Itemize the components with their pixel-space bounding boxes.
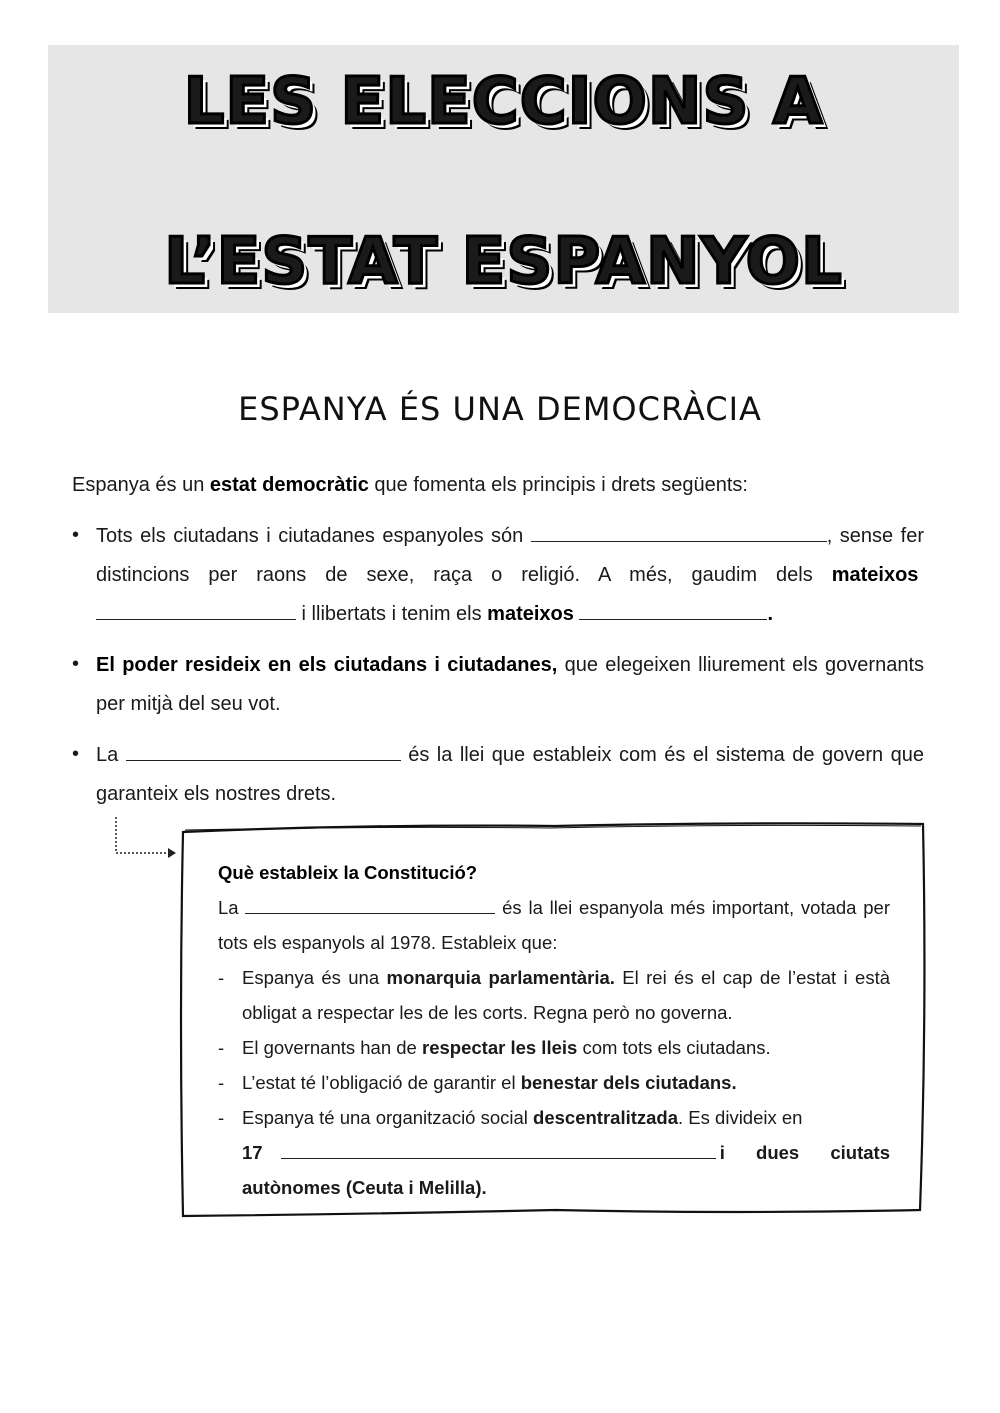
box-intro xyxy=(218,890,890,960)
dotted-arrow-icon xyxy=(110,815,180,865)
bullet-3-paragraph xyxy=(96,736,924,814)
dash-mark: - xyxy=(218,1072,225,1093)
item-2-bold: respectar les lleis xyxy=(422,1037,578,1058)
box-item-4 xyxy=(218,1100,890,1205)
box-intro-text: La xyxy=(218,897,246,918)
item-2-text: El governants han de xyxy=(242,1037,422,1058)
item-3-text: L’estat té l’obligació de garantir el xyxy=(242,1072,521,1093)
bullet-2-text: que elegeixen lliurement els governants per mitjà del seu vot. xyxy=(96,654,925,715)
bullet-mark: • xyxy=(72,653,80,675)
blank-constitution-field[interactable] xyxy=(126,742,401,761)
item-3-bold: benestar dels ciutadans. xyxy=(520,1072,737,1093)
bullet-1-bold-2: mateixos xyxy=(487,603,574,625)
box-item-2 xyxy=(218,1030,890,1065)
constitution-box xyxy=(218,855,890,1205)
blank-communities-field[interactable] xyxy=(281,1140,716,1159)
title-line-1: LES ELECCIONS A xyxy=(183,65,824,139)
bullet-mark: • xyxy=(72,524,80,546)
item-4-bold-4: autònomes (Ceuta i Melilla). xyxy=(242,1177,487,1198)
item-4-bold-3: i dues ciutats xyxy=(719,1142,890,1163)
box-item-3 xyxy=(218,1065,890,1100)
intro-text: Espanya és un xyxy=(72,474,210,496)
item-1-text-2: El rei és el cap de l’estat i està obligat a respectar les de les corts. Regna però no governa. xyxy=(242,967,890,1023)
bullet-3-text-2: és la llei que estableix com és el sistema de govern que garanteix els nostres drets. xyxy=(96,744,924,805)
bullet-1-paragraph xyxy=(96,517,924,634)
title-banner xyxy=(48,45,959,313)
bullet-2-bold: El poder resideix en els ciutadans i ciutadanes, xyxy=(96,654,558,676)
blank-rights-field[interactable] xyxy=(96,601,296,620)
bullet-1-text-3: i llibertats i tenim els xyxy=(296,603,488,625)
bullet-1-text: Tots els ciutadans i ciutadanes espanyoles són xyxy=(96,525,531,547)
item-1-bold: monarquia parlamentària. xyxy=(386,967,615,988)
item-4-number: 17 xyxy=(242,1142,263,1163)
blank-duties-field[interactable] xyxy=(579,601,767,620)
blank-box-constitution-field[interactable] xyxy=(245,895,495,914)
box-item-1 xyxy=(218,960,890,1030)
dash-mark: - xyxy=(218,1107,225,1128)
bullet-2-paragraph xyxy=(96,646,924,724)
section-subtitle: ESPANYA ÉS UNA DEMOCRÀCIA xyxy=(238,390,762,428)
bullet-1-end: . xyxy=(767,603,774,625)
item-4-bold: descentralitzada xyxy=(533,1107,679,1128)
item-4-text-2: . Es divideix en xyxy=(678,1107,803,1128)
dash-mark: - xyxy=(218,967,225,988)
blank-equal-field[interactable] xyxy=(531,523,827,542)
item-1-text: Espanya és una xyxy=(242,967,387,988)
box-intro-text-2: és la llei espanyola més important, votada per tots els espanyols al 1978. Estableix que: xyxy=(218,897,890,953)
bullet-1-text-2: , sense fer distincions per raons de sexe, raça o religió. A més, gaudim dels xyxy=(96,525,924,586)
bullet-mark: • xyxy=(72,743,80,765)
item-4-text: Espanya té una organització social xyxy=(242,1107,534,1128)
intro-bold: estat democràtic xyxy=(209,474,369,496)
bullet-1-bold-1: mateixos xyxy=(831,564,919,586)
title-line-2: L’ESTAT ESPANYOL xyxy=(164,225,843,299)
intro-text-end: que fomenta els principis i drets següents: xyxy=(368,474,748,496)
item-2-text-2: com tots els ciutadans. xyxy=(577,1037,771,1058)
item-4-fill-line xyxy=(242,1135,890,1170)
box-heading: Què estableix la Constitució? xyxy=(218,862,478,883)
intro-paragraph xyxy=(72,466,932,505)
dash-mark: - xyxy=(218,1037,225,1058)
bullet-3-text: La xyxy=(96,744,126,766)
